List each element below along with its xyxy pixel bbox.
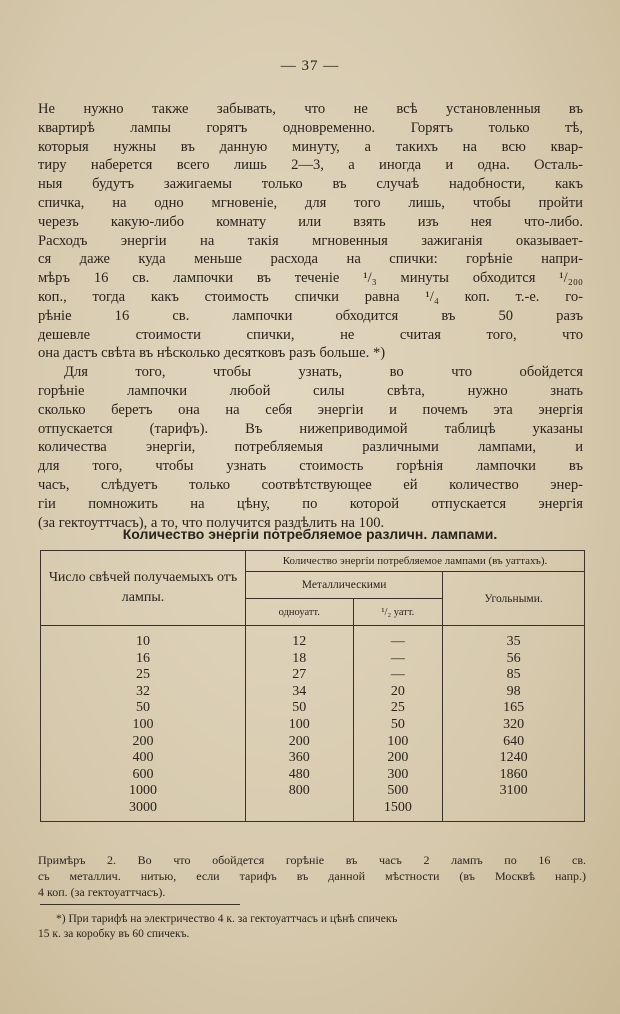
cell-candles: 600 bbox=[41, 767, 246, 784]
text-line: Расходъ энергіи на такія мгновенныя зажиганія оказывает- bbox=[38, 232, 583, 249]
example-line: съ металлич. нитью, если тарифъ въ данной мѣстности (въ Москвѣ напр.) bbox=[38, 869, 586, 883]
table-row bbox=[41, 734, 585, 751]
table-row bbox=[41, 783, 585, 800]
text-line: тиру наберется всего лишь 2—3, а иногда и одна. Осталь- bbox=[38, 157, 583, 174]
table-row bbox=[41, 667, 585, 684]
text-line: горѣніе лампочки любой силы свѣта, нужно знать bbox=[38, 382, 583, 399]
table-row bbox=[41, 700, 585, 717]
header-half-watt: ¹/₂ уатт. bbox=[353, 599, 443, 626]
cell-coal: 35 bbox=[443, 626, 585, 651]
cell-half-watt: 200 bbox=[353, 750, 443, 767]
cell-half-watt: 20 bbox=[353, 684, 443, 701]
cell-coal: 1240 bbox=[443, 750, 585, 767]
cell-candles: 10 bbox=[41, 626, 246, 651]
cell-one-watt: 18 bbox=[246, 651, 354, 668]
cell-one-watt: 100 bbox=[246, 717, 354, 734]
text-line: сколько беретъ она на себя энергіи и почемъ эта энергія bbox=[38, 401, 583, 418]
cell-candles: 400 bbox=[41, 750, 246, 767]
cell-half-watt: 300 bbox=[353, 767, 443, 784]
text-line: отпускается (тарифъ). Въ нижеприводимой таблицѣ указаны bbox=[38, 420, 583, 437]
cell-one-watt: 27 bbox=[246, 667, 354, 684]
energy-table bbox=[40, 550, 585, 822]
cell-one-watt: 360 bbox=[246, 750, 354, 767]
paragraph-2 bbox=[38, 363, 583, 532]
table-body bbox=[41, 626, 585, 822]
text-line: гіи помножить на цѣну, по которой отпускается энергія bbox=[38, 495, 583, 512]
cell-candles: 25 bbox=[41, 667, 246, 684]
header-candles: Число свѣчей получаемыхъ отъ лампы. bbox=[41, 551, 246, 626]
cell-one-watt: 480 bbox=[246, 767, 354, 784]
header-quantity: Количество энергіи потребляемое лампами (въ уаттахъ). bbox=[246, 551, 585, 572]
text-line: часъ, слѣдуетъ только соотвѣтствующее ей количество энер- bbox=[38, 476, 583, 493]
table-row bbox=[41, 800, 585, 821]
text-line: для того, чтобы узнать стоимость горѣнія лампочки въ bbox=[38, 458, 583, 475]
cell-coal: 3100 bbox=[443, 783, 585, 800]
cell-one-watt bbox=[246, 800, 354, 821]
cell-coal: 165 bbox=[443, 700, 585, 717]
text-line: она дастъ свѣта въ нѣсколько десятковъ разъ больше. *) bbox=[38, 345, 386, 362]
page-number: — 37 — bbox=[280, 58, 340, 74]
cell-coal bbox=[443, 800, 585, 821]
example-line: 4 коп. (за гектоуаттчасъ). bbox=[38, 885, 166, 899]
cell-coal: 1860 bbox=[443, 767, 585, 784]
header-metal: Металлическими bbox=[246, 572, 443, 599]
paragraph-1 bbox=[38, 100, 583, 363]
example-line: Примѣръ 2. Во что обойдется горѣніе въ часъ 2 лампъ по 16 св. bbox=[38, 853, 586, 867]
cell-coal: 85 bbox=[443, 667, 585, 684]
cell-half-watt: — bbox=[353, 626, 443, 651]
cell-half-watt: 25 bbox=[353, 700, 443, 717]
footnote-divider bbox=[40, 904, 240, 905]
cell-candles: 200 bbox=[41, 734, 246, 751]
cell-coal: 56 bbox=[443, 651, 585, 668]
text-line: (за гектоуттчасъ), а то, что получится раздѣлить на 100. bbox=[38, 514, 385, 531]
table-row bbox=[41, 750, 585, 767]
text-line: дешевле стоимости спички, не считая того, что bbox=[38, 326, 583, 343]
text-line: рѣніе 16 св. лампочки обходится въ 50 разъ bbox=[38, 307, 583, 324]
cell-candles: 50 bbox=[41, 700, 246, 717]
text-line: черезъ какую-либо комнату или взять изъ нея что-либо. bbox=[38, 213, 583, 230]
table-title: Количество энергіи потребляемое различн. лампами. bbox=[122, 526, 498, 542]
text-line: Не нужно также забывать, что не всѣ установленныя въ bbox=[38, 101, 583, 117]
body-text bbox=[38, 100, 583, 532]
text-line: спичка, на одно мгновеніе, для того лишь, чтобы пройти bbox=[38, 194, 583, 211]
cell-one-watt: 50 bbox=[246, 700, 354, 717]
text-line: квартирѣ лампы горятъ одновременно. Горятъ только тѣ, bbox=[38, 119, 583, 136]
cell-coal: 98 bbox=[443, 684, 585, 701]
cell-half-watt: 500 bbox=[353, 783, 443, 800]
cell-candles: 3000 bbox=[41, 800, 246, 821]
footnote bbox=[38, 912, 586, 942]
cell-candles: 1000 bbox=[41, 783, 246, 800]
cell-half-watt: — bbox=[353, 667, 443, 684]
cell-coal: 320 bbox=[443, 717, 585, 734]
cell-half-watt: 1500 bbox=[353, 800, 443, 821]
text-line: ся даже куда меньше расхода на спички: горѣніе напри- bbox=[38, 251, 583, 268]
example-text bbox=[38, 852, 586, 900]
cell-one-watt: 200 bbox=[246, 734, 354, 751]
table-row bbox=[41, 651, 585, 668]
cell-candles: 16 bbox=[41, 651, 246, 668]
cell-one-watt: 34 bbox=[246, 684, 354, 701]
cell-half-watt: 100 bbox=[353, 734, 443, 751]
table-row bbox=[41, 717, 585, 734]
cell-coal: 640 bbox=[443, 734, 585, 751]
table-row bbox=[41, 684, 585, 701]
text-line: ныя будутъ зажигаемы только въ случаѣ надобности, какъ bbox=[38, 176, 583, 193]
text-line: Для того, чтобы узнать, во что обойдется bbox=[64, 364, 583, 381]
text-line: мѣръ 16 св. лампочки въ теченіе ¹/₃ минуты обходится ¹/₂₀₀ bbox=[38, 270, 583, 287]
table-row bbox=[41, 626, 585, 651]
cell-one-watt: 800 bbox=[246, 783, 354, 800]
cell-candles: 32 bbox=[41, 684, 246, 701]
cell-candles: 100 bbox=[41, 717, 246, 734]
cell-half-watt: 50 bbox=[353, 717, 443, 734]
table-row bbox=[41, 767, 585, 784]
text-line: коп., тогда какъ стоимость спички равна ¹/₄ коп. т.-е. го- bbox=[38, 288, 583, 305]
cell-half-watt: — bbox=[353, 651, 443, 668]
footnote-line: *) При тарифѣ на электричество 4 к. за гектоуаттчасъ и цѣнѣ спичекъ bbox=[56, 913, 398, 925]
text-line: которыя нужны въ данную минуту, а такихъ на всю квар- bbox=[38, 138, 583, 155]
footnote-line: 15 к. за коробку въ 60 спичекъ. bbox=[38, 928, 190, 940]
cell-one-watt: 12 bbox=[246, 626, 354, 651]
header-one-watt: одноуатт. bbox=[246, 599, 354, 626]
text-line: количества энергіи, потребляемыя различными лампами, и bbox=[38, 439, 583, 456]
header-coal: Угольными. bbox=[443, 572, 585, 626]
